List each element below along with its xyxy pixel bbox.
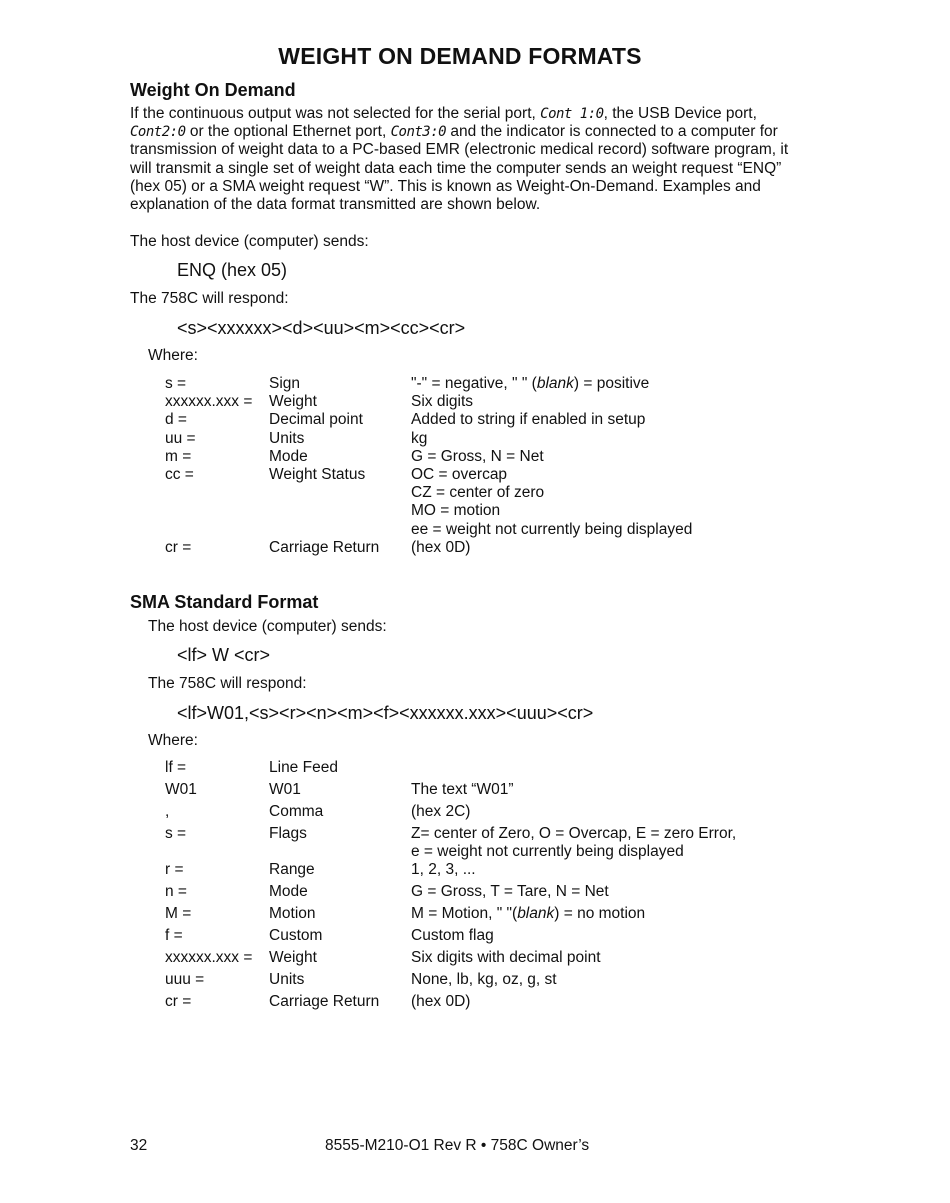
field-name: Carriage Return bbox=[269, 538, 380, 556]
field-description: Six digits bbox=[411, 393, 474, 411]
table-row bbox=[165, 927, 785, 949]
sma-respond-label: The 758C will respond: bbox=[148, 675, 307, 692]
table-row bbox=[165, 375, 785, 393]
field-name: Line Feed bbox=[269, 759, 338, 776]
document-reference: 8555-M210-O1 Rev R • 758C Owner’s bbox=[325, 1137, 590, 1154]
field-symbol: uu = bbox=[165, 429, 196, 447]
field-name: Range bbox=[269, 861, 315, 879]
cont1-display-code: Cont 1:0 bbox=[540, 106, 604, 122]
field-name: Flags bbox=[269, 825, 307, 842]
field-description: Added to string if enabled in setup bbox=[411, 411, 646, 429]
field-description: G = Gross, N = Net bbox=[411, 447, 544, 465]
field-symbol: W01 bbox=[165, 781, 197, 798]
table-row bbox=[165, 971, 785, 993]
field-description: OC = overcap bbox=[411, 465, 508, 483]
field-name: Sign bbox=[269, 375, 301, 392]
field-symbol: d = bbox=[165, 411, 187, 429]
sma-response-format: <lf>W01,<s><r><n><m><f><xxxxxx.xxx><uuu><cr> bbox=[177, 703, 594, 723]
field-symbol: cr = bbox=[165, 538, 192, 556]
field-description: Z= center of Zero, O = Overcap, E = zero Error, bbox=[411, 825, 737, 842]
field-symbol: lf = bbox=[165, 759, 187, 776]
table-row bbox=[165, 484, 785, 502]
field-description: The text “W01” bbox=[411, 781, 514, 798]
table-row bbox=[165, 759, 785, 781]
field-description: None, lb, kg, oz, g, st bbox=[411, 971, 557, 989]
field-name: Units bbox=[269, 429, 305, 447]
table-row bbox=[165, 993, 785, 1015]
page-number: 32 bbox=[130, 1137, 148, 1154]
sma-heading: SMA Standard Format bbox=[130, 592, 319, 612]
field-symbol: xxxxxx.xxx = bbox=[165, 949, 253, 967]
field-symbol: cc = bbox=[165, 465, 194, 483]
wod-definition-table bbox=[165, 375, 785, 557]
field-name: Carriage Return bbox=[269, 993, 380, 1011]
field-description: (hex 2C) bbox=[411, 803, 471, 820]
field-name: Weight bbox=[269, 393, 317, 411]
table-row bbox=[165, 825, 785, 843]
table-row bbox=[165, 905, 785, 927]
table-row bbox=[165, 502, 785, 520]
field-description: Six digits with decimal point bbox=[411, 949, 601, 967]
field-description: 1, 2, 3, ... bbox=[411, 861, 476, 879]
field-description: Custom flag bbox=[411, 927, 494, 945]
field-name: Custom bbox=[269, 927, 323, 945]
sma-where-label: Where: bbox=[148, 732, 198, 749]
cont2-display-code: Cont2:0 bbox=[130, 124, 186, 141]
table-row bbox=[165, 843, 785, 861]
table-row bbox=[165, 949, 785, 971]
field-name: Units bbox=[269, 971, 305, 989]
field-symbol: , bbox=[165, 803, 170, 820]
field-name: Decimal point bbox=[269, 411, 363, 429]
field-symbol: f = bbox=[165, 927, 183, 945]
wod-response-format: <s><xxxxxx><d><uu><m><cc><cr> bbox=[177, 318, 466, 338]
table-row bbox=[165, 883, 785, 905]
table-row bbox=[165, 411, 785, 429]
field-name: Mode bbox=[269, 447, 308, 465]
field-symbol: M = bbox=[165, 905, 192, 923]
field-description: ee = weight not currently being displayed bbox=[411, 520, 693, 538]
field-description: CZ = center of zero bbox=[411, 484, 545, 502]
sma-definition-table bbox=[165, 759, 785, 1015]
field-symbol: cr = bbox=[165, 993, 192, 1011]
table-row bbox=[165, 521, 785, 539]
page-title: WEIGHT ON DEMAND FORMATS bbox=[278, 43, 642, 69]
wod-command: ENQ (hex 05) bbox=[177, 260, 288, 280]
field-description: kg bbox=[411, 429, 428, 447]
field-name: Motion bbox=[269, 905, 316, 923]
table-row bbox=[165, 781, 785, 803]
wod-host-sends: The host device (computer) sends: bbox=[130, 233, 369, 250]
table-row bbox=[165, 861, 785, 883]
wod-respond-label: The 758C will respond: bbox=[130, 290, 289, 307]
field-description: e = weight not currently being displayed bbox=[411, 843, 684, 861]
field-description: M = Motion, " "(blank) = no motion bbox=[411, 905, 646, 923]
field-name: Mode bbox=[269, 883, 308, 901]
sma-host-sends: The host device (computer) sends: bbox=[148, 618, 387, 635]
wod-intro-paragraph: If the continuous output was not selected for the serial port, Cont 1:0, the USB Device port, Cont2:0 or the optional Ethernet port, Cont3:0 and the indicator is connected to a computer for transmission of weight data to a PC-based EMR (electronic medical record) software program, it will transmit a single set of weight data each time the computer sends an weight request “ENQ” (hex 05) or a SMA weight request “W”. This is known as Weight-On-Demand. Examples and explanation of the data format transmitted are shown below. bbox=[130, 105, 789, 214]
table-row bbox=[165, 466, 785, 484]
field-symbol: n = bbox=[165, 883, 187, 901]
field-symbol: xxxxxx.xxx = bbox=[165, 393, 253, 411]
table-row bbox=[165, 803, 785, 825]
field-name: Comma bbox=[269, 803, 324, 820]
field-symbol: s = bbox=[165, 825, 187, 842]
cont3-display-code: Cont3:0 bbox=[390, 124, 447, 141]
table-row bbox=[165, 539, 785, 557]
field-name: W01 bbox=[269, 781, 301, 798]
field-symbol: uuu = bbox=[165, 971, 205, 989]
field-description: "-" = negative, " " (blank) = positive bbox=[411, 375, 650, 392]
table-row bbox=[165, 448, 785, 466]
field-description: (hex 0D) bbox=[411, 538, 471, 556]
wod-where-label: Where: bbox=[148, 347, 198, 364]
field-description: MO = motion bbox=[411, 502, 501, 520]
sma-command: <lf> W <cr> bbox=[177, 645, 271, 665]
field-name: Weight Status bbox=[269, 465, 366, 483]
field-symbol: s = bbox=[165, 375, 187, 392]
field-name: Weight bbox=[269, 949, 317, 967]
table-row bbox=[165, 430, 785, 448]
field-description: (hex 0D) bbox=[411, 993, 471, 1011]
table-row bbox=[165, 393, 785, 411]
field-symbol: r = bbox=[165, 861, 184, 879]
wod-heading: Weight On Demand bbox=[130, 80, 296, 100]
field-description: G = Gross, T = Tare, N = Net bbox=[411, 883, 609, 901]
field-symbol: m = bbox=[165, 447, 192, 465]
